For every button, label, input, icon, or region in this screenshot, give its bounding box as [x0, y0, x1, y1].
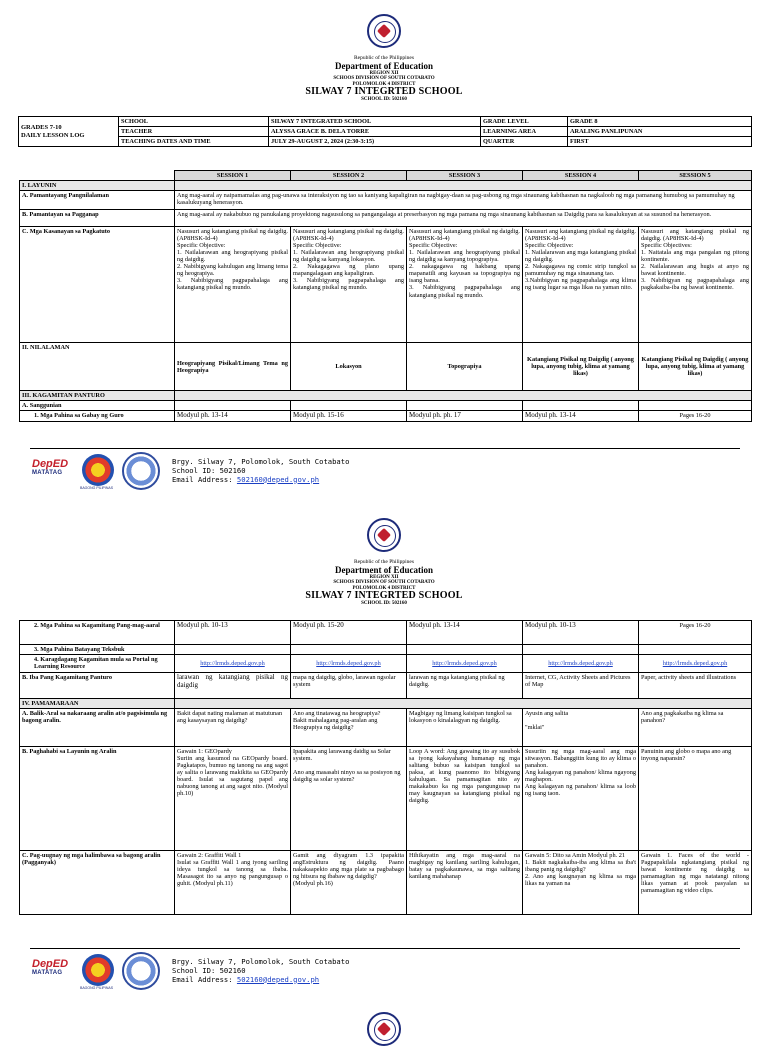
deped-logo-icon [32, 958, 76, 976]
republic-text: Republic of the Philippines [353, 55, 415, 61]
footer-address: Brgy. Silway 7, Polomolok, South Cotabato [172, 957, 350, 966]
pagganap-label: B. Pamantayan sa Pagganap [20, 210, 175, 227]
bagong-pilipinas-logo-icon [82, 454, 114, 486]
department-title: Department of Education [335, 60, 433, 71]
balik-aral-cell: Ayusin ang salita "mklai" [523, 709, 639, 747]
paguugnay-cell: Hihikayatin ang mga mag-aaral na magbigay ng kanilang sariling kahulugan, batay sa pagkakaunawa, sa mga salitang kanilang mahahanap [407, 851, 523, 915]
iba-cell: larawan ng katangiang pisikal ng daigdig [175, 673, 291, 699]
school-label: SCHOOL [119, 117, 269, 127]
teksbuk-label: 3. Mga Pahina Batayang Teksbuk [20, 645, 175, 655]
school-seal-icon [122, 952, 160, 990]
nilalaman-label: II. NILALAMAN [20, 343, 175, 391]
dates-label: TEACHING DATES AND TIME [119, 137, 269, 147]
republic-text: Republic of the Philippines [353, 559, 415, 565]
paguugnay-cell: Gawain 2: Graffiti Wall 1 Isulat sa Graffiti Wall 1 ang iyong sariling ideya tungkol sa tanong sa ibaba. Masasagot ito sa anyo ng pangungusap o guhit. (Modyul ph.11) [175, 851, 291, 915]
pamantayan-label: A. Pamantayang Pangnilalaman [20, 191, 175, 210]
pahina-kagamitan-cell: Modyul ph. 10-13 [523, 621, 639, 645]
layunin-heading: I. LAYUNIN [20, 181, 175, 191]
gabay-cell: Modyul ph. 13-14 [175, 411, 291, 422]
footer-address-block [172, 458, 349, 484]
gabay-cell: Modyul ph. 13-14 [523, 411, 639, 422]
lesson-table-2 [19, 620, 752, 915]
karagdagang-label: 4. Karagdagang Kagamitan mula sa Portal ng Learning Resource [20, 655, 175, 673]
page-footer [30, 448, 740, 492]
nilalaman-cell: Heograpiyang Pisikal/Limang Tema ng Heograpiya [175, 343, 291, 391]
nilalaman-cell: Lokasyon [291, 343, 407, 391]
school-value: SILWAY 7 INTEGRATED SCHOOL [269, 117, 481, 127]
footer-school-id: School ID: 502160 [172, 465, 246, 475]
deped-seal-icon [367, 1012, 401, 1046]
pahina-kagamitan-cell: Pages 16-20 [639, 621, 752, 645]
footer-address: Brgy. Silway 7, Polomolok, South Cotabato [172, 457, 350, 466]
paghahabi-cell: Loop A word: Ang gawaing ito ay susubok sa iyong kakayahang humanap ng mga salitang bubuo sa kaisipan tungkol sa paksa, at kung paanomo ito bibigyang kahulugan. Sa pamamagitan nito ay makakabuo ka ng mga pangungusap na may kaugnayan sa katangiang pisikal ng daigdig. [407, 747, 523, 851]
division-text: SCHOOS DIVISION OF SOUTH COTABATO [333, 76, 435, 82]
area-label: LEARNING AREA [481, 127, 568, 137]
pagganap-text: Ang mag-aaral ay nakabubuo ng panukalang proyektong nagsusulong sa pangangalaga at preserbasyon ng mga pamana ng mga sinaunang kabihasnan sa Daigdig para sa kasalukuyan at sa susunod na henerasyon. [175, 210, 752, 227]
footer-divider [30, 448, 740, 449]
kasanayan-cell: Nasusuri ang katangiang pisikal ng daigdig. (AP8HSK-Id-4) Specific Objective: 1. Nailalarawan ang mga katangiang pisikal ng daigdig. 2. Nakagagawa ng comic strip tungkol sa pamumuhay ng mga sinaunang tao. 3.Nabibigyan ng pagpapahalaga ang klima ng isang lugar sa mga likas na yaman nito. [523, 227, 639, 343]
lrmds-link[interactable]: http://lrmds.deped.gov.ph [200, 660, 265, 668]
grade-value: GRADE 8 [568, 117, 752, 127]
iba-cell: Paper, activity sheets and illustrations [639, 673, 752, 699]
division-text: SCHOOS DIVISION OF SOUTH COTABATO [333, 580, 435, 586]
iba-cell: larawan ng mga katangiang pisikal ng daigdig. [407, 673, 523, 699]
deped-seal-icon [367, 14, 401, 48]
footer-email-label: Email Address: [172, 974, 237, 984]
info-table [18, 116, 752, 147]
session-header: SESSION 2 [291, 171, 407, 181]
teacher-value: ALYSSA GRACE B. DELA TORRE [269, 127, 481, 137]
school-name: SILWAY 7 INTEGRTED SCHOOL [305, 85, 463, 97]
page-header [0, 560, 768, 607]
gabay-cell: Modyul ph. 15-16 [291, 411, 407, 422]
pahina-kagamitan-cell: Modyul ph. 13-14 [407, 621, 523, 645]
session-header: SESSION 4 [523, 171, 639, 181]
pahina-kagamitan-cell: Modyul ph. 15-20 [291, 621, 407, 645]
lrmds-link[interactable]: http://lrmds.deped.gov.ph [316, 660, 381, 668]
school-name: SILWAY 7 INTEGRTED SCHOOL [305, 589, 463, 601]
pamantayan-text: Ang mag-aaral ay naipamamalas ang pag-unawa sa interaksiyon ng tao sa kaniyang kapaligiran na nagbigay-daan sa pag-usbong ng mga sinaunang kabihasnan na nagkaloob ng mga pamanang humubog sa pamumuhay ng kasalukuyang henerasyon. [175, 191, 752, 210]
district-text: POLOMOLOK 4 DISTRICT [352, 81, 416, 87]
paghahabi-cell: Ipapakita ang larawang daidig sa Solar system. Ano ang masasabi ninyo sa sa posisyon ng daigdig sa solar system? [291, 747, 407, 851]
matatag-brand: MATATAG [32, 470, 63, 476]
paghahabi-label: B. Paghahabi sa Layunin ng Aralin [20, 747, 175, 851]
lrmds-link[interactable]: http://lrmds.deped.gov.ph [548, 660, 613, 668]
paghahabi-cell: Gawain 1: GEOpardy Suriin ang kasumod na GEOpardy board. Pagkatapos, bumuo ng tanong na ang sagot ay salita o larawang makikita sa GEOpardy board. Isulat sa sagutang papel ang nabuong tanong at ang sagot nito. (Modyul ph.10) [175, 747, 291, 851]
nilalaman-cell: Topograpiya [407, 343, 523, 391]
area-value: ARALING PANLIPUNAN [568, 127, 752, 137]
grade-label: GRADE LEVEL [481, 117, 568, 127]
deped-seal-icon [367, 518, 401, 552]
session-header: SESSION 3 [407, 171, 523, 181]
kasanayan-cell: Nasusuri ang katangiang pisikal ng daigdig. (AP8HSK-Id-4) Specific Objective: 1. Nailalarawan ang heograpiyang pisikal ng daigdig. 2. Nabibigyang kahulugan ang limang tema ng heograpiya. 3. Nabibigyang pagpapahalaga ang katangiang pisikal ng mundo. [175, 227, 291, 343]
iba-cell: mapa ng daigdig, globo, larawan ngsolar system [291, 673, 407, 699]
bagong-pilipinas-text: BAGONG PILIPINAS [80, 986, 114, 990]
matatag-brand: MATATAG [32, 970, 63, 976]
kagamitan-heading: III. KAGAMITAN PANTURO [20, 391, 175, 401]
pamamaraan-heading: IV. PAMAMARAAN [20, 699, 175, 709]
dll-label: GRADES 7-10 DAILY LESSON LOG [19, 117, 119, 147]
school-seal-icon [122, 452, 160, 490]
deped-brand: DepED [32, 458, 69, 470]
region-text: REGION XII [369, 575, 399, 581]
paghahabi-cell: Susuriin ng mga mag-aaral ang mga sitwasyon. Babanggitin kung ito ay klima o panahon. Ang kalagayan ng panahon/ klima ngayong maghapon. Ang kalagayan ng panahon/ klima sa loob ng isang taon. [523, 747, 639, 851]
lrmds-link[interactable]: http://lrmds.deped.gov.ph [432, 660, 497, 668]
nilalaman-cell: Katangiang Pisikal ng Daigdig ( anyong lupa, anyong tubig, klima at yamang likas) [639, 343, 752, 391]
gabay-cell: Pages 16-20 [639, 411, 752, 422]
paguugnay-cell: Gawain 5: Dito sa Amin Modyul ph. 21 1. Bakit nagkakaiba-iba ang klima sa iba't ibang panig ng daigdig? 2. Ano ang kaugnayan ng klima sa mga likas na yaman na [523, 851, 639, 915]
balik-aral-cell: Bakit dapat nating malaman at matutunan ang kasaysayan ng daigdig? [175, 709, 291, 747]
pahina-kagamitan-cell: Modyul ph. 10-13 [175, 621, 291, 645]
lesson-table-1 [19, 170, 752, 422]
deped-logo-icon [32, 458, 76, 476]
kasanayan-label: C. Mga Kasanayan sa Pagkatuto [20, 227, 175, 343]
paguugnay-cell: Gawain 1. Faces of the world - Pagpapakilala ngkatangiang pisikal ng bawat kontinente ng daigdig sa pamamagitan ng mga natatangi nitong likas yaman at pook pasyalan sa pamamagitan ng video clips. [639, 851, 752, 915]
footer-divider [30, 948, 740, 949]
pahina-kagamitan-label: 2. Mga Pahina sa Kagamitang Pang-mag-aaral [20, 621, 175, 645]
kasanayan-cell: Nasusuri ang katangiang pisikal ng daigdig. (AP8HSK-Id-4) Specific Objectives: 1. Naitatala ang mga pangalan ng pitong kontinente. 2. Nailalarawan ang hugis at anyo ng bawat kontinente. 3. Nabibigyan ng pagpapahalaga ang pagkakaiba-iba ng bawat kontinente. [639, 227, 752, 343]
school-id: SCHOOL ID: 502160 [361, 97, 407, 103]
sanggunian-label: A. Sanggunian [20, 401, 175, 411]
iba-label: B. Iba Pang Kagamitang Panturo [20, 673, 175, 699]
bagong-pilipinas-logo-icon [82, 954, 114, 986]
quarter-value: FIRST [568, 137, 752, 147]
paghahabi-cell: Panuinin ang globo o mapa ano ang inyong napansin? [639, 747, 752, 851]
teacher-label: TEACHER [119, 127, 269, 137]
balik-aral-cell: Magbigay ng limang kaisipan tungkol sa lokasyon o kinalalagyan ng daigdig. [407, 709, 523, 747]
gabay-cell: Modyul ph. ph. 17 [407, 411, 523, 422]
deped-brand: DepED [32, 958, 69, 970]
nilalaman-cell: Katangiang Pisikal ng Daigdig ( anyong lupa, anyong tubig, klima at yamang likas) [523, 343, 639, 391]
lrmds-link[interactable]: http://lrmds.deped.gov.ph [662, 660, 728, 668]
balik-aral-cell: Ano ang tinatawag na heograpiya? Bakit mahalagang pag-aralan ang Heograpiya ng daigdig? [291, 709, 407, 747]
session-header: SESSION 1 [175, 171, 291, 181]
page-footer [30, 948, 740, 992]
quarter-label: QUARTER [481, 137, 568, 147]
footer-school-id: School ID: 502160 [172, 965, 246, 975]
dates-value: JULY 29-AUGUST 2, 2024 (2:30-3:15) [269, 137, 481, 147]
gabay-label: 1. Mga Pahina sa Gabay ng Guro [20, 411, 175, 422]
school-id: SCHOOL ID: 502160 [361, 601, 407, 607]
footer-email-label: Email Address: [172, 474, 237, 484]
department-title: Department of Education [335, 564, 433, 575]
kasanayan-cell: Nasusuri ang katangiang pisikal ng daigdig. (AP8HSK-Id-4) Specific Objective: 1. Nailalarawan ang heograpiyang pisikal ng daigdig sa kanyang lokasyon. 2. Nakagagawa ng plano upang mapangalagaan ang kapaligiran. 3. Nabibigyang pagpapahalaga ang katangiang pisikal ng mundo. [291, 227, 407, 343]
footer-address-block [172, 958, 349, 984]
iba-cell: Internet, CG, Activity Sheets and Pictures of Map [523, 673, 639, 699]
region-text: REGION XII [369, 71, 399, 77]
balik-aral-cell: Ano ang pagkakaiba ng klima sa panahon? [639, 709, 752, 747]
footer-email-link[interactable]: 502160@deped.gov.ph [236, 474, 320, 484]
balik-aral-label: A. Balik-Aral sa nakaraang aralin at/o pagsisimula ng bagong aralin. [20, 709, 175, 747]
session-header: SESSION 5 [639, 171, 752, 181]
bagong-pilipinas-text: BAGONG PILIPINAS [80, 486, 114, 490]
district-text: POLOMOLOK 4 DISTRICT [352, 585, 416, 591]
kasanayan-cell: Nasusuri ang katangiang pisikal ng daigdig. (AP8HSK-Id-4) Specific Objective: 1. Nailalarawan ang heograpiyang pisikal ng daigdig sa kanyang topograpiya. 2. nakagagawa ng hakbang upang mapanatili ang kayusan sa topograpiya ng isang bansa. 3. Nabibigyang pagpapahalaga ang katangiang pisikal ng mundo. [407, 227, 523, 343]
footer-email-link[interactable]: 502160@deped.gov.ph [236, 974, 320, 984]
paguugnay-cell: Gamit ang diyagram 1.3 ipapakita angEstruktura ng daigdig. Paano nakakaapekto ang mga plate sa pagbabago ng hitsura ng ibabaw ng daigdig? (Modyul ph.16) [291, 851, 407, 915]
page-header [0, 56, 768, 103]
paguugnay-label: C. Pag-uugnay ng mga halimbawa sa bagong aralin (Pagganyak) [20, 851, 175, 915]
